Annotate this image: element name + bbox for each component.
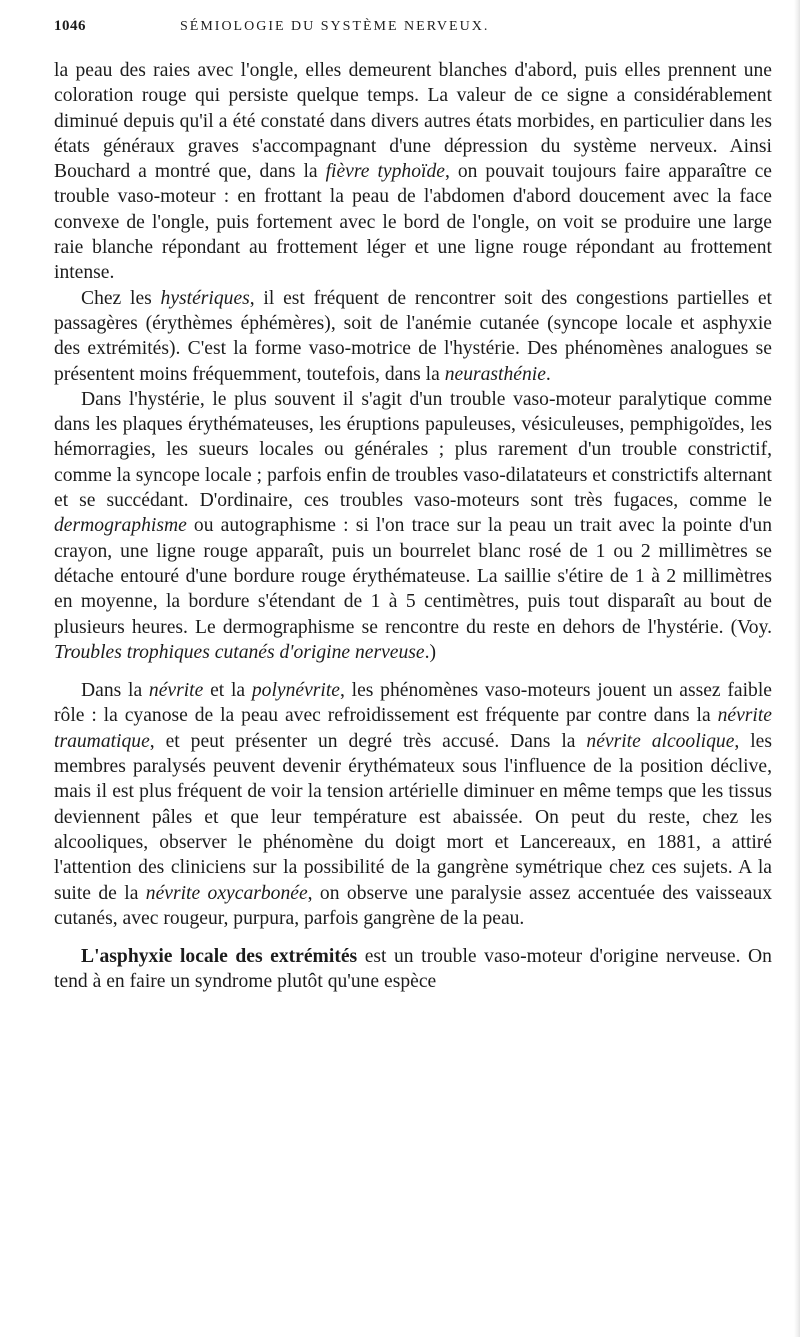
emphasis-dermographisme: dermographisme [54,515,187,537]
paragraph-3: Dans l'hystérie, le plus souvent il s'agit d'un trouble vaso-moteur paralytique comme dans les plaques érythémateuses, les éruptions papuleuses, vésiculeuses, pemphigoïdes, les hémorragies, les sueurs locales ou générales ; plus rarement d'un trouble constrictif, comme la syncope locale ; parfois enfin de troubles vaso-dilatateurs et constrictifs alternant et se succédant. D'ordinaire, ces troubles vaso-moteurs sont très fugaces, comme le dermographisme ou autographisme : si l'on trace sur la peau un trait avec la pointe d'un crayon, une ligne rouge apparaît, puis un bourrelet blanc rosé de 1 ou 2 millimètres se détache entouré d'une bordure rouge érythémateuse. La saillie s'étire de 1 à 2 millimètres en moyenne, la bordure s'étendant de 1 à 5 centimètres, puis tout disparaît au bout de plusieurs heures. Le dermographisme se rencontre du reste en dehors de l'hystérie. (Voy. Troubles trophiques cutanés d'origine nerveuse.) [54,388,772,663]
body-text [46,58,772,995]
emphasis-fievre-typhoide: fièvre typhoïde [325,161,445,183]
paragraph-4: Dans la névrite et la polynévrite, les phénomènes vaso-moteurs jouent un assez faible rôle : la cyanose de la peau avec refroidissement est fréquente par contre dans la névrite traumatique, et peut présenter un degré très accusé. Dans la névrite alcoolique, les membres paralysés peuvent devenir érythémateux sous l'influence de la position déclive, mais il est plus fréquent de voir la tension artérielle diminuer en même temps que les tissus deviennent pâles et que leur température est abaissée. On peut du reste, chez les alcooliques, observer le phénomène du doigt mort et Lancereaux, en 1881, a attiré l'attention des cliniciens sur la possibilité de la gangrène symétrique chez ces sujets. A la suite de la névrite oxycarbonée, on observe une paralysie assez accentuée des vaisseaux cutanés, avec rougeur, purpura, parfois gangrène de la peau. [54,680,772,929]
running-title: SÉMIOLOGIE DU SYSTÈME NERVEUX. [180,19,490,34]
paragraph-2: Chez les hystériques, il est fréquent de rencontrer soit des congestions partielles et passagères (érythèmes éphémères), soit de l'anémie cutanée (syncope locale et asphyxie des extrémités). C'est la forme vaso-motrice de l'hystérie. Des phénomènes analogues se présentent moins fréquemment, toutefois, dans la neurasthénie. [54,287,772,385]
document-page [40,18,780,1318]
emphasis-neurasthenie: neurasthénie [444,363,546,385]
emphasis-polynevrite: polynévrite [251,680,341,702]
paragraph-5: L'asphyxie locale des extrémités est un trouble vaso-moteur d'origine nerveuse. On tend à en faire un syndrome plutôt qu'une espèce [54,946,772,993]
paragraph-1: la peau des raies avec l'ongle, elles demeurent blanches d'abord, puis elles prennent une coloration rouge qui persiste quelque temps. La valeur de ce signe a considérablement diminué depuis qu'il a été constaté dans divers autres états morbides, en particulier dans les états généraux graves s'accompagnant d'une dépression du système nerveux. Ainsi Bouchard a montré que, dans la fièvre typhoïde, on pouvait toujours faire apparaître ce trouble vaso-moteur : en frottant la peau de l'abdomen d'abord doucement avec la face convexe de l'ongle, puis fortement avec le bord de l'ongle, on voit se produire une large raie blanche répondant au frottement léger et une ligne rouge répondant au frottement intense. [54,60,772,284]
emphasis-troubles-trophiques: Troubles trophiques cutanés d'origine nerveuse [54,641,425,663]
bold-asphyxie-locale: L'asphyxie locale des extrémités [81,946,358,968]
emphasis-nevrite-alcoolique: névrite alcoolique [586,730,735,752]
page-header [40,18,780,58]
page-edge-shadow [794,0,800,1337]
emphasis-nevrite-traumatique: névrite traumatique [54,705,772,752]
page-number: 1046 [54,18,86,34]
emphasis-nevrite-oxycarbonee: névrite oxycarbonée [145,882,308,904]
emphasis-nevrite: névrite [148,680,204,702]
emphasis-hysteriques: hystériques [160,287,250,309]
